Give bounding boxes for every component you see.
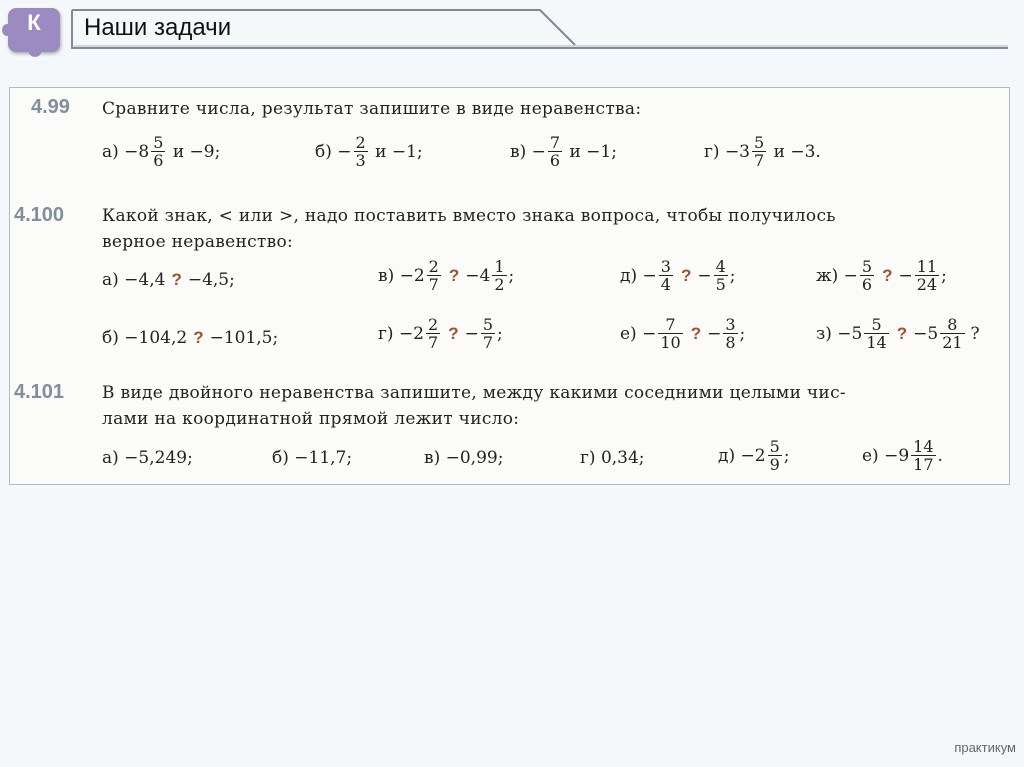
fraction [768,438,782,473]
fraction [492,258,506,293]
item-suffix: . [937,445,943,466]
item-suffix: ; [729,265,736,286]
fraction [864,316,888,351]
fraction [911,438,935,473]
item-suffix: ; [497,323,503,344]
denominator: 24 [916,275,938,294]
problem-4-99-statement: Сравните числа, результат запишите в виде неравенства: [102,99,642,119]
puzzle-badge-icon [8,8,60,52]
problem-4-100-statement-line2: верное неравенство: [102,232,294,252]
item-suffix: и −1; [564,141,617,162]
problem-4-101-item-b [272,448,352,468]
problem-4-99-item-v [510,134,617,169]
problem-4-99-item-g [704,134,821,169]
numerator: 7 [665,315,676,334]
problem-4-101-item-v [424,448,503,468]
slide-title: Наши задачи [84,14,232,41]
item-prefix: е) − [620,323,657,344]
item-prefix: д) −2 [718,445,766,466]
fraction [548,134,562,169]
item-suffix: ; [508,265,515,286]
question-mark-icon: ? [690,323,702,343]
fraction [940,316,964,351]
item-right: −4,5; [187,270,235,290]
question-mark-icon: ? [680,265,692,285]
item-text: г) 0,34; [580,448,645,468]
item-left: б) −104,2 [102,328,188,348]
item-text: а) −5,249; [102,448,193,468]
denominator: 7 [428,275,439,294]
denominator: 6 [153,151,164,170]
numerator: 3 [725,315,736,334]
item-suffix: ; [739,323,746,344]
item-prefix: д) − [620,265,657,286]
item-suffix: и −9; [167,141,221,162]
problem-4-101-item-g [580,448,645,468]
problem-4-100-item-e [620,316,745,351]
item-prefix: в) −2 [378,265,425,286]
item-prefix: ж) − [816,265,858,286]
numerator: 14 [913,437,934,456]
problem-4-100-item-zh [816,258,947,293]
problem-4-100-item-z [816,316,980,351]
item-mid: − [707,323,722,344]
item-mid: −4 [465,265,491,286]
denominator: 17 [913,455,934,474]
fraction [860,258,874,293]
problem-number-4-99: 4.99 [31,96,70,118]
item-prefix: в) − [510,141,546,162]
numerator: 5 [153,133,164,152]
numerator: 5 [769,437,780,456]
numerator: 2 [428,257,439,276]
item-suffix: и −3. [768,141,821,162]
item-suffix: ? [970,323,980,344]
question-mark-icon: ? [193,328,204,347]
fraction [659,258,673,293]
item-prefix: з) −5 [816,323,863,344]
puzzle-nub-bottom [29,47,41,57]
item-prefix: а) −8 [102,141,150,162]
problem-4-100-statement-line1: Какой знак, < или >, надо поставить вместо знака вопроса, чтобы получилось [102,206,836,226]
problem-4-99-item-a [102,134,220,169]
numerator: 8 [947,315,958,334]
denominator: 21 [942,333,963,352]
problem-4-100-item-v [378,258,514,293]
numerator: 2 [428,315,439,334]
numerator: 5 [871,315,882,334]
numerator: 5 [482,315,494,334]
denominator: 7 [482,333,494,352]
numerator: 3 [660,257,671,276]
item-suffix: и −1; [369,141,423,162]
fraction [426,316,440,351]
question-mark-icon: ? [882,265,893,285]
denominator: 5 [715,275,726,294]
denominator: 8 [725,333,736,352]
item-right: −101,5; [209,328,279,348]
numerator: 4 [715,257,726,276]
question-mark-icon: ? [448,265,460,285]
problem-4-101-item-e [862,438,943,473]
denominator: 14 [866,333,887,352]
fraction [915,258,939,293]
denominator: 2 [494,275,505,294]
fraction [151,134,165,169]
item-mid: −5 [913,323,939,344]
item-text: в) −0,99; [424,448,504,468]
denominator: 10 [660,333,681,352]
numerator: 2 [355,133,366,152]
question-mark-icon: ? [896,323,908,343]
fraction [714,258,728,293]
item-mid: − [464,323,479,344]
item-mid: − [898,265,913,286]
item-prefix: б) − [315,141,352,162]
item-suffix: ; [941,265,947,286]
problem-4-101-statement-line1: В виде двойного неравенства запишите, между какими соседними целыми чис- [102,383,846,403]
problem-4-100-item-a [102,270,235,290]
question-mark-icon: ? [171,270,182,289]
slide-header [0,0,1024,60]
fraction [658,316,682,351]
numerator: 1 [494,257,505,276]
item-suffix: ; [783,445,790,466]
problem-4-100-item-d [620,258,736,293]
problem-4-101-item-d [718,438,790,473]
question-mark-icon: ? [448,323,459,343]
denominator: 4 [660,275,671,294]
item-left: а) −4,4 [102,270,166,290]
denominator: 7 [754,151,765,170]
fraction [481,316,495,351]
badge-letter: К [27,10,41,35]
fraction [723,316,737,351]
fraction [752,134,766,169]
textbook-excerpt [9,87,1010,485]
problem-number-4-101: 4.101 [14,381,65,403]
problem-4-100-item-g [378,316,503,351]
item-prefix: е) −9 [862,445,910,466]
problem-4-99-item-b [315,134,423,169]
item-prefix: г) −3 [704,141,751,162]
item-mid: − [697,265,712,286]
numerator: 5 [754,133,765,152]
numerator: 7 [549,133,561,152]
denominator: 6 [861,275,873,294]
item-text: б) −11,7; [272,448,353,468]
problem-4-100-item-b [102,328,278,348]
problem-4-101-statement-line2: лами на координатной прямой лежит число: [102,409,520,429]
denominator: 7 [428,333,439,352]
item-prefix: г) −2 [378,323,425,344]
numerator: 11 [916,257,938,276]
denominator: 3 [355,151,366,170]
problem-4-101-item-a [102,448,193,468]
slide-footer: практикум [954,740,1016,755]
numerator: 5 [861,257,873,276]
fraction [427,258,441,293]
denominator: 9 [769,455,780,474]
denominator: 6 [549,151,561,170]
fraction [354,134,368,169]
problem-number-4-100: 4.100 [14,204,65,226]
